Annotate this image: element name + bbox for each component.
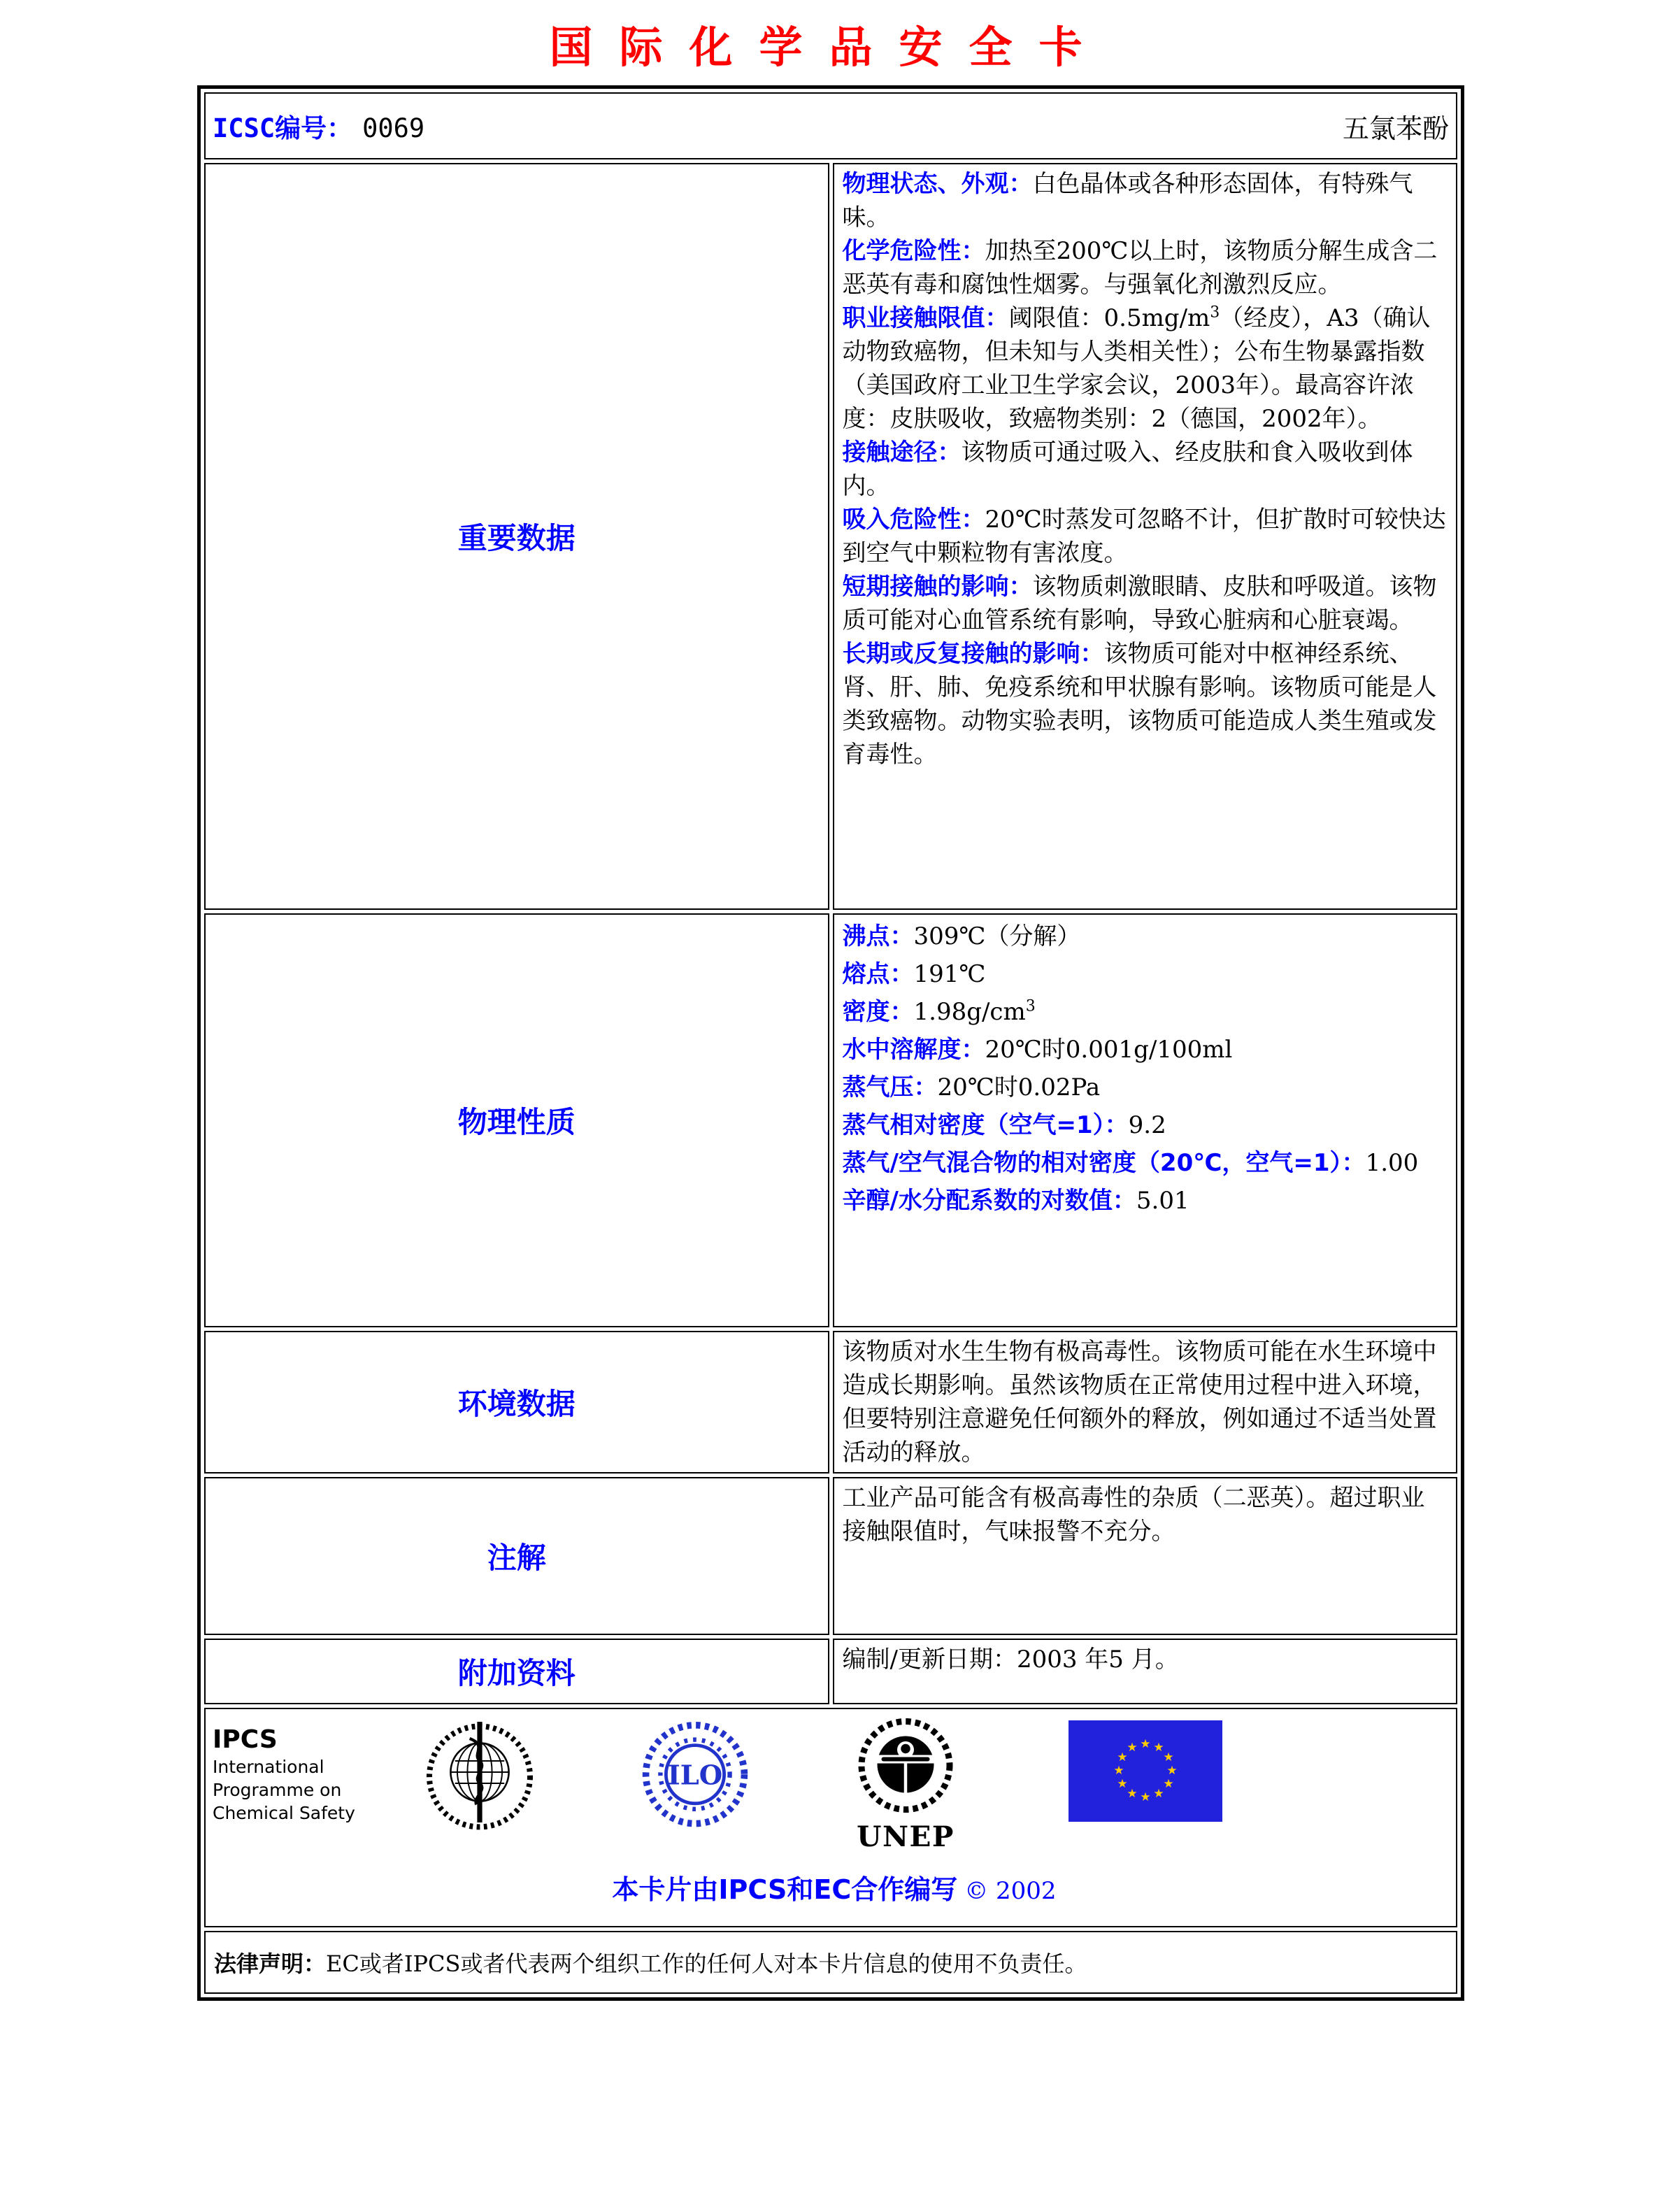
- short-term-effects-label: 短期接触的影响：: [842, 573, 1033, 601]
- log-octanol-water-label: 辛醇/水分配系数的对数值：: [842, 1187, 1136, 1215]
- logos-row: [204, 1708, 1457, 1927]
- boiling-point-label: 沸点：: [842, 922, 914, 950]
- long-term-effects-label: 长期或反复接触的影响：: [842, 640, 1104, 668]
- occupational-limit-superscript: 3: [1210, 304, 1220, 322]
- environmental-data-content: [833, 1331, 1458, 1474]
- physical-properties-row-label: 物理性质: [204, 913, 829, 1327]
- vapor-air-mixture-density-text: 1.00: [1365, 1149, 1419, 1177]
- physical-state-item: [843, 167, 1448, 234]
- short-term-effects-text: 该物质刺激眼睛、皮肤和呼吸道。该物质可能对心血管系统有影响，导致心脏病和心脏衰竭。: [842, 573, 1437, 634]
- vapor-pressure-item: [843, 1069, 1448, 1106]
- additional-info-row-label: 附加资料: [204, 1639, 829, 1704]
- important-data-row-label: 重要数据: [204, 163, 829, 910]
- notes-row: [204, 1477, 1457, 1635]
- legal-text: EC或者IPCS或者代表两个组织工作的任何人对本卡片信息的使用不负责任。: [326, 1950, 1087, 1977]
- who-logo-icon: [424, 1716, 536, 1836]
- ipcs-line-1: International: [213, 1757, 324, 1777]
- density-text: 1.98g/cm: [913, 998, 1026, 1026]
- eu-star-icon: ★: [1113, 1764, 1124, 1778]
- ipcs-acronym: IPCS: [213, 1725, 278, 1754]
- water-solubility-label: 水中溶解度：: [842, 1036, 985, 1064]
- melting-point-text: 191℃: [913, 960, 986, 988]
- additional-info-row: [204, 1639, 1457, 1704]
- boiling-point-text: 309℃（分解）: [913, 922, 1081, 950]
- eu-flag-icon: [1069, 1720, 1222, 1825]
- eu-star-icon: ★: [1117, 1750, 1128, 1764]
- long-term-effects-text: 该物质可能对中枢神经系统、肾、肝、肺、免疫系统和甲状腺有影响。该物质可能是人类致癌物。动物实验表明，该物质可能造成人类生殖或发育毒性。: [842, 640, 1437, 769]
- physical-state-label: 物理状态、外观：: [842, 170, 1033, 198]
- credit-text: 本卡片由IPCS和EC合作编写: [612, 1874, 958, 1905]
- vapor-relative-density-label: 蒸气相对密度（空气=1）：: [842, 1111, 1129, 1139]
- inhalation-risk-item: [843, 503, 1448, 570]
- vapor-relative-density-text: 9.2: [1128, 1111, 1166, 1139]
- physical-properties-content: [833, 913, 1458, 1327]
- additional-info-content: [833, 1639, 1458, 1704]
- log-octanol-water-text: 5.01: [1136, 1187, 1189, 1215]
- chemical-danger-label: 化学危险性：: [842, 237, 985, 265]
- eu-star-icon: ★: [1153, 1787, 1164, 1801]
- physical-properties-row: [204, 913, 1457, 1327]
- notes-row-label: 注解: [204, 1477, 829, 1635]
- inhalation-risk-text: 20℃时蒸发可忽略不计，但扩散时可较快达到空气中颗粒物有害浓度。: [842, 506, 1446, 567]
- ilo-logo-icon: [639, 1716, 751, 1836]
- exposure-routes-text: 该物质可通过吸入、经皮肤和食入吸收到体内。: [842, 438, 1413, 500]
- vapor-relative-density-item: [843, 1106, 1448, 1144]
- icsc-card-table: [197, 85, 1464, 2001]
- eu-star-icon: ★: [1140, 1737, 1151, 1751]
- melting-point-label: 熔点：: [842, 960, 914, 988]
- long-term-effects-item: [843, 637, 1448, 771]
- chemical-danger-text: 加热至200℃以上时，该物质分解生成含二恶英有毒和腐蚀性烟雾。与强氧化剂激烈反应。: [842, 237, 1438, 299]
- eu-star-icon: ★: [1127, 1787, 1138, 1801]
- exposure-routes-label: 接触途径：: [842, 438, 962, 466]
- chemical-name: 五氯苯酚: [1342, 113, 1449, 144]
- eu-star-icon: ★: [1127, 1741, 1138, 1755]
- eu-star-icon: ★: [1117, 1777, 1128, 1791]
- eu-star-icon: ★: [1163, 1750, 1174, 1764]
- notes-text: 工业产品可能含有极高毒性的杂质（二恶英）。超过职业接触限值时，气味报警不充分。: [842, 1484, 1425, 1546]
- chemical-danger-item: [843, 234, 1448, 301]
- page-title: 国际化学品安全卡: [549, 22, 1109, 73]
- environmental-data-text: 该物质对水生生物有极高毒性。该物质可能在水生环境中造成长期影响。虽然该物质在正常使用过程中进入环境，但要特别注意避免任何额外的释放，例如通过不适当处置活动的释放。: [842, 1338, 1437, 1467]
- header-row: [204, 92, 1457, 159]
- ilo-logo-text: ILO: [667, 1760, 723, 1792]
- eu-star-icon: ★: [1166, 1764, 1178, 1778]
- icsc-number-group: [213, 107, 424, 145]
- credit-line: [213, 1868, 1456, 1906]
- environmental-data-row: [204, 1331, 1457, 1474]
- notes-content: [833, 1477, 1458, 1635]
- important-data-content: [833, 163, 1458, 910]
- short-term-effects-item: [843, 570, 1448, 637]
- occupational-limit-text-1: 阈限值：0.5mg/m: [1008, 304, 1210, 332]
- occupational-limit-text-2: （经皮），A3（确认动物致癌物，但未知与人类相关性）；公布生物暴露指数（美国政府工业卫生学家会议，2003年）。最高容许浓度：皮肤吸收，致癌物类别：2（德国，2002年）。: [842, 304, 1431, 433]
- unep-logo-text: UNEP: [857, 1820, 955, 1853]
- ipcs-line-3: Chemical Safety: [213, 1803, 355, 1823]
- boiling-point-item: [843, 918, 1448, 955]
- exposure-routes-item: [843, 436, 1448, 503]
- eu-star-icon: ★: [1140, 1790, 1151, 1804]
- eu-star-icon: ★: [1153, 1741, 1164, 1755]
- water-solubility-text: 20℃时0.001g/100ml: [985, 1036, 1233, 1064]
- credit-copyright: © 2002: [964, 1877, 1057, 1905]
- occupational-limit-item: [843, 301, 1448, 436]
- density-superscript: 3: [1025, 997, 1036, 1015]
- legal-label: 法律声明：: [214, 1950, 327, 1977]
- icsc-number-value: 0069: [362, 113, 425, 143]
- ipcs-text-block: [213, 1716, 387, 1825]
- density-item: [843, 993, 1448, 1031]
- inhalation-risk-label: 吸入危险性：: [842, 506, 985, 534]
- additional-info-text: 编制/更新日期：2003 年5 月。: [842, 1646, 1179, 1674]
- log-octanol-water-item: [843, 1182, 1448, 1220]
- icsc-number-label: ICSC编号：: [213, 113, 353, 143]
- unep-logo-icon: [853, 1716, 958, 1855]
- physical-state-text: 白色晶体或各种形态固体，有特殊气味。: [842, 170, 1413, 231]
- melting-point-item: [843, 955, 1448, 993]
- vapor-pressure-text: 20℃时0.02Pa: [937, 1073, 1101, 1101]
- environmental-data-row-label: 环境数据: [204, 1331, 829, 1474]
- density-label: 密度：: [842, 998, 914, 1026]
- eu-star-icon: ★: [1163, 1777, 1174, 1791]
- occupational-limit-label: 职业接触限值：: [842, 304, 1009, 332]
- important-data-row: [204, 163, 1457, 910]
- vapor-pressure-label: 蒸气压：: [842, 1073, 938, 1101]
- legal-row: [204, 1931, 1457, 1994]
- water-solubility-item: [843, 1031, 1448, 1069]
- vapor-air-mixture-density-label: 蒸气/空气混合物的相对密度（20℃，空气=1）：: [842, 1149, 1366, 1177]
- ipcs-line-2: Programme on: [213, 1780, 342, 1800]
- vapor-air-mixture-density-item: [843, 1144, 1448, 1182]
